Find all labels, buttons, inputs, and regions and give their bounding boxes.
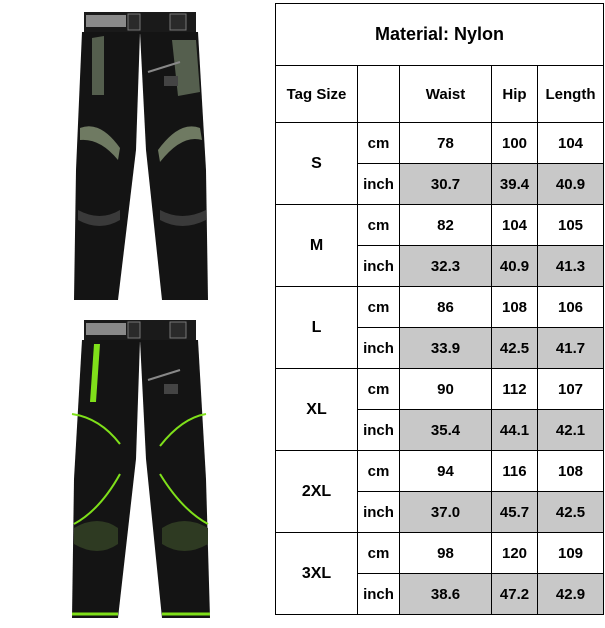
size-label: S [276, 123, 358, 205]
hip-cell: 120 [492, 533, 538, 574]
hip-cell: 44.1 [492, 410, 538, 451]
length-cell: 42.1 [538, 410, 604, 451]
length-cell: 42.5 [538, 492, 604, 533]
length-cell: 41.7 [538, 328, 604, 369]
size-label: M [276, 205, 358, 287]
hip-cell: 47.2 [492, 574, 538, 615]
hip-cell: 45.7 [492, 492, 538, 533]
hip-cell: 40.9 [492, 246, 538, 287]
header-hip: Hip [492, 66, 538, 123]
length-cell: 106 [538, 287, 604, 328]
unit-label: cm [358, 533, 400, 574]
unit-label: inch [358, 246, 400, 287]
table-row-3xl-cm [276, 533, 604, 574]
hip-cell: 104 [492, 205, 538, 246]
unit-label: cm [358, 123, 400, 164]
header-unit [358, 66, 400, 123]
unit-label: cm [358, 369, 400, 410]
length-cell: 42.9 [538, 574, 604, 615]
waist-cell: 86 [400, 287, 492, 328]
hip-cell: 116 [492, 451, 538, 492]
hip-cell: 112 [492, 369, 538, 410]
header-waist: Waist [400, 66, 492, 123]
waist-cell: 38.6 [400, 574, 492, 615]
unit-label: cm [358, 287, 400, 328]
product-image-gray-trim [0, 0, 272, 314]
header-length: Length [538, 66, 604, 123]
waist-cell: 94 [400, 451, 492, 492]
length-cell: 105 [538, 205, 604, 246]
header-tag-size: Tag Size [276, 66, 358, 123]
unit-label: inch [358, 164, 400, 205]
table-title: Material: Nylon [276, 4, 604, 66]
unit-label: inch [358, 574, 400, 615]
table-row-s-cm [276, 123, 604, 164]
unit-label: inch [358, 492, 400, 533]
table-row-2xl-cm [276, 451, 604, 492]
waist-cell: 98 [400, 533, 492, 574]
table-row-m-cm [276, 205, 604, 246]
length-cell: 107 [538, 369, 604, 410]
size-label: 2XL [276, 451, 358, 533]
hip-cell: 42.5 [492, 328, 538, 369]
size-label: 3XL [276, 533, 358, 615]
waist-cell: 82 [400, 205, 492, 246]
unit-label: cm [358, 451, 400, 492]
waist-cell: 30.7 [400, 164, 492, 205]
length-cell: 104 [538, 123, 604, 164]
length-cell: 108 [538, 451, 604, 492]
waist-cell: 78 [400, 123, 492, 164]
hip-cell: 108 [492, 287, 538, 328]
waist-cell: 32.3 [400, 246, 492, 287]
header-row [276, 66, 604, 123]
unit-label: inch [358, 328, 400, 369]
length-cell: 109 [538, 533, 604, 574]
waist-cell: 33.9 [400, 328, 492, 369]
table-row-l-cm [276, 287, 604, 328]
hip-cell: 100 [492, 123, 538, 164]
waist-cell: 37.0 [400, 492, 492, 533]
waist-cell: 35.4 [400, 410, 492, 451]
length-cell: 41.3 [538, 246, 604, 287]
size-chart-table [275, 3, 604, 615]
unit-label: inch [358, 410, 400, 451]
unit-label: cm [358, 205, 400, 246]
waist-cell: 90 [400, 369, 492, 410]
hip-cell: 39.4 [492, 164, 538, 205]
table-row-xl-cm [276, 369, 604, 410]
size-label: XL [276, 369, 358, 451]
size-label: L [276, 287, 358, 369]
title-row [276, 4, 604, 66]
length-cell: 40.9 [538, 164, 604, 205]
product-image-green-trim [0, 314, 272, 628]
